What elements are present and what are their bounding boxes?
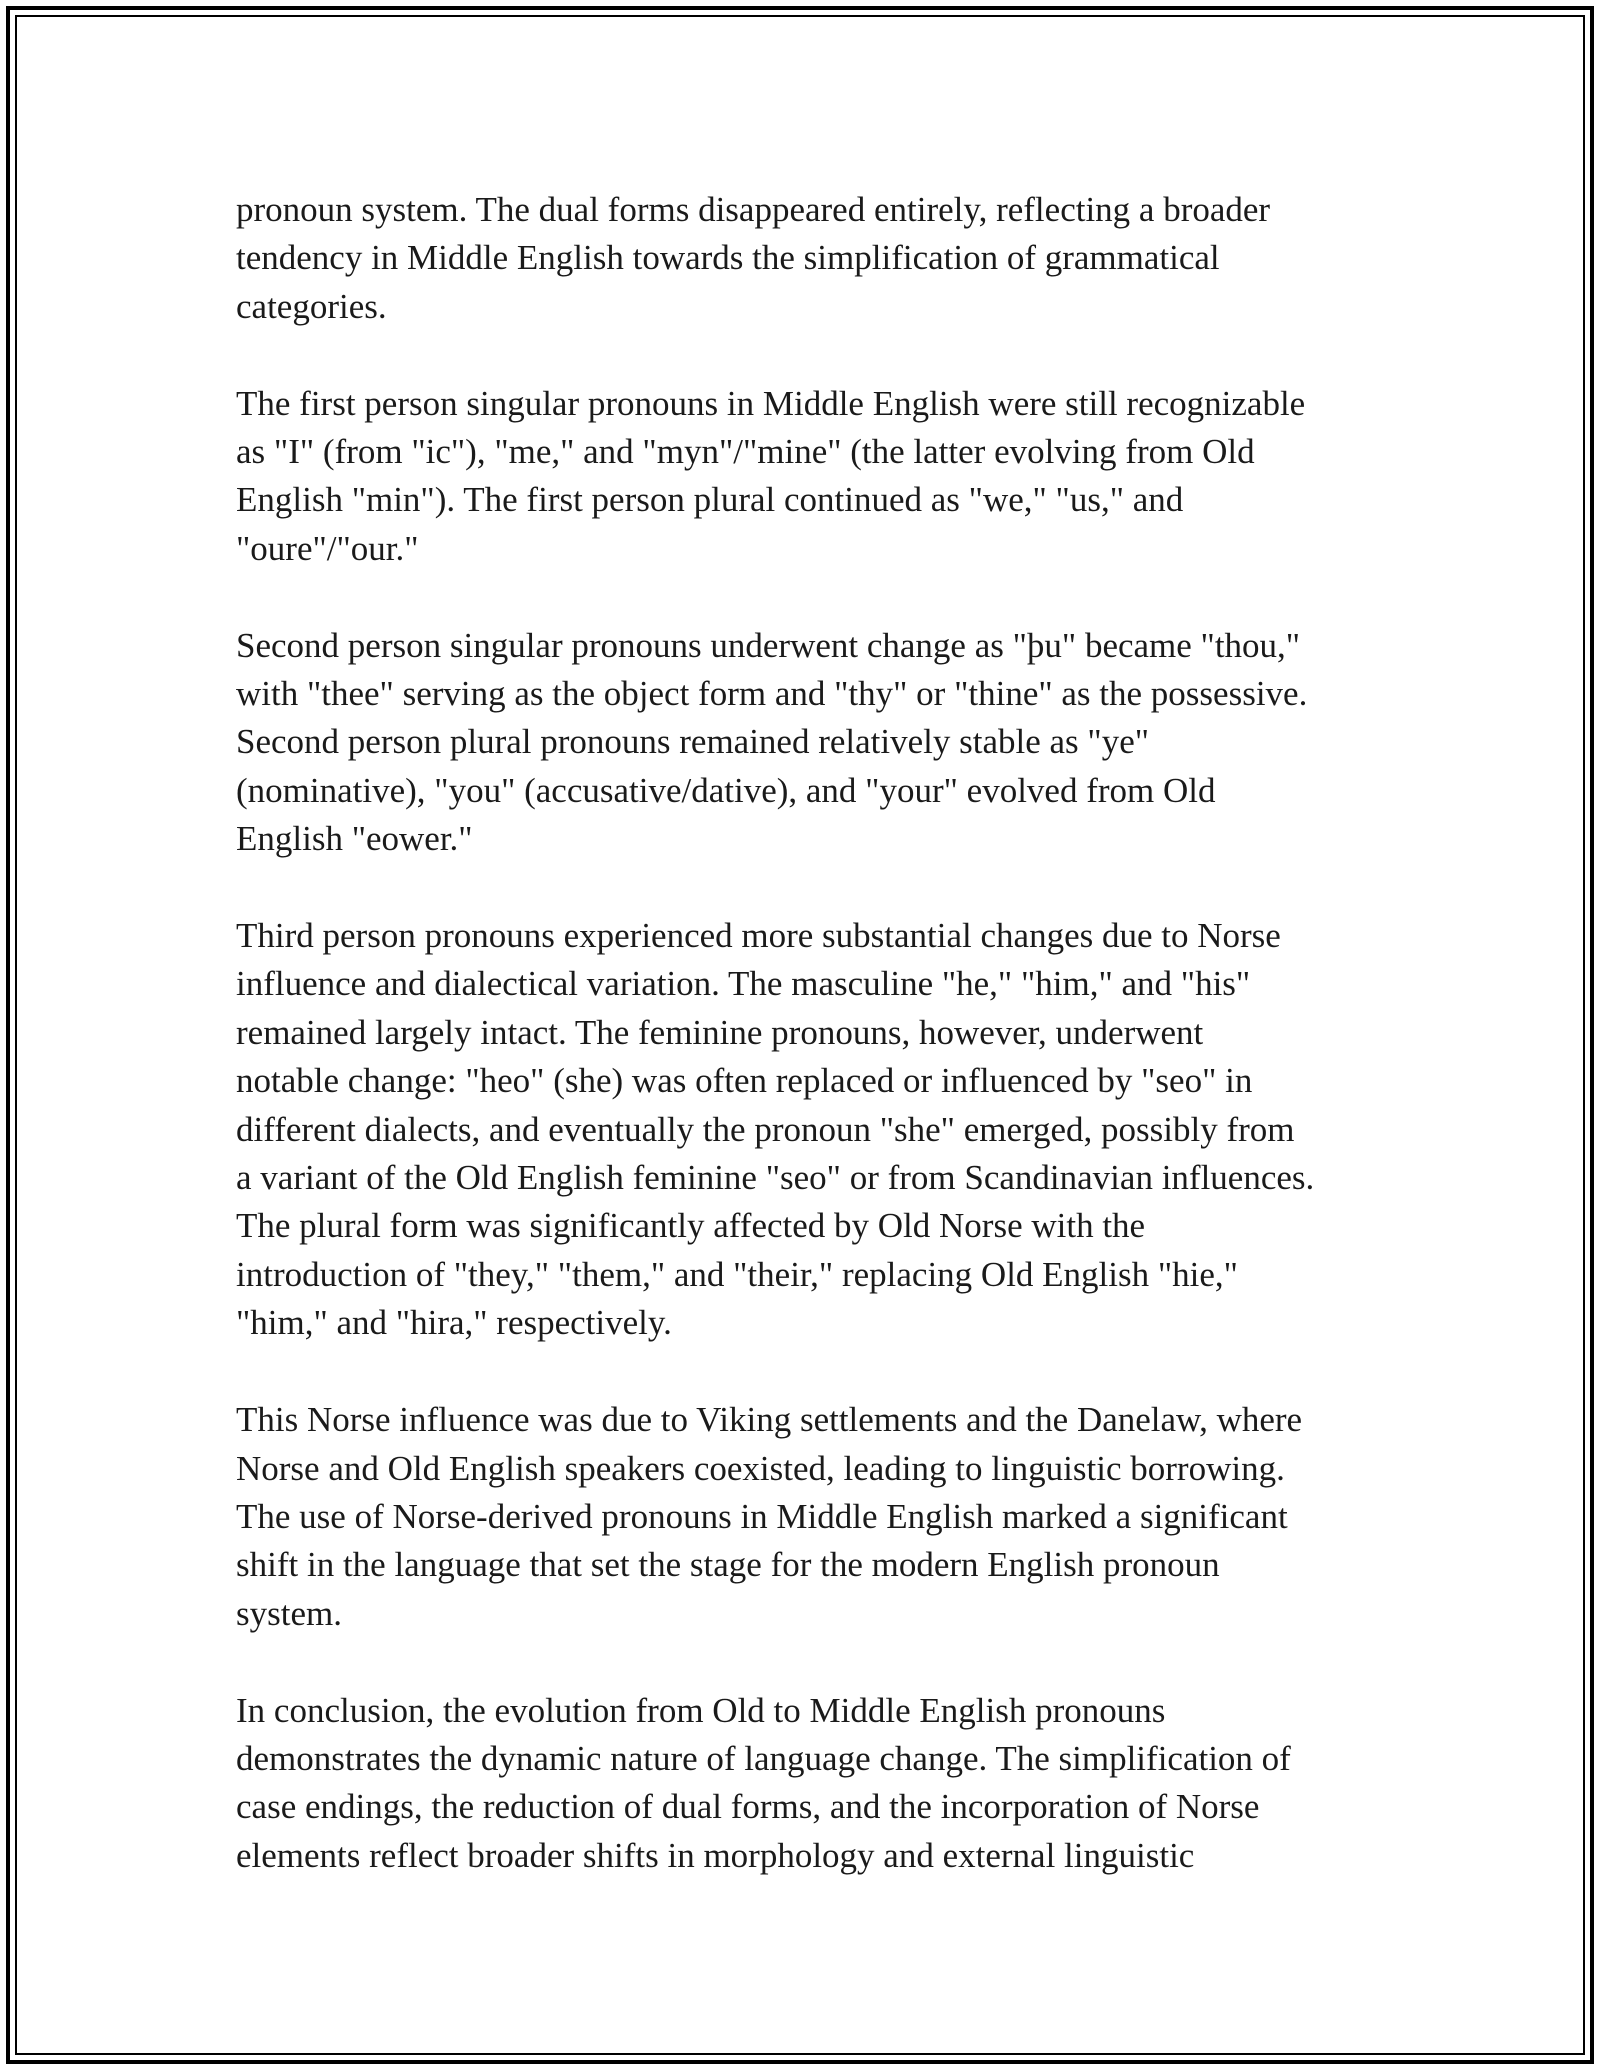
paragraph-pronoun-system-intro: pronoun system. The dual forms disappeared entirely, reflecting a broader tendency in Middle English towards the simplification of grammatical categories.: [236, 190, 1271, 326]
paragraph-second-person: Second person singular pronouns underwent change as "þu" became "thou," with "thee" serving as the object form and "thy" or "thine" as the possessive. Second person plural pronouns remained relatively stable as "ye" (nominative), "you" (accusative/dative), and "your" evolved from Old English "eower.": [236, 625, 1308, 859]
paragraph-third-person: Third person pronouns experienced more substantial changes due to Norse influence and dialectical variation. The masculine "he," "him," and "his" remained largely intact. The feminine pronouns, however, underwent notable change: "heo" (she) was often replaced or influenced by "seo" in different dialects, and eventually the pronoun "she" emerged, possibly from a variant of the Old English feminine "seo" or from Scandinavian influences. The plural form was significantly affected by Old Norse with the introduction of "they," "them," and "their," replacing Old English "hie," "him," and "hira," respectively.: [236, 916, 1315, 1343]
paragraph-conclusion: In conclusion, the evolution from Old to Middle English pronouns demonstrates the dynamic nature of language change. The simplification of case endings, the reduction of dual forms, and the incorporation of Norse elements reflect broader shifts in morphology and external linguistic: [236, 1690, 1291, 1875]
paragraph-first-person: The first person singular pronouns in Middle English were still recognizable as "I" (from "ic"), "me," and "myn"/"mine" (the latter evolving from Old English "min"). The first person plural continued as "we," "us," and "oure"/"our.": [236, 383, 1306, 568]
paragraph-norse-influence: This Norse influence was due to Viking settlements and the Danelaw, where Norse and Old English speakers coexisted, leading to linguistic borrowing. The use of Norse-derived pronouns in Middle English marked a significant shift in the language that set the stage for the modern English pronoun system.: [236, 1400, 1303, 1633]
document-body: [236, 186, 1386, 1880]
